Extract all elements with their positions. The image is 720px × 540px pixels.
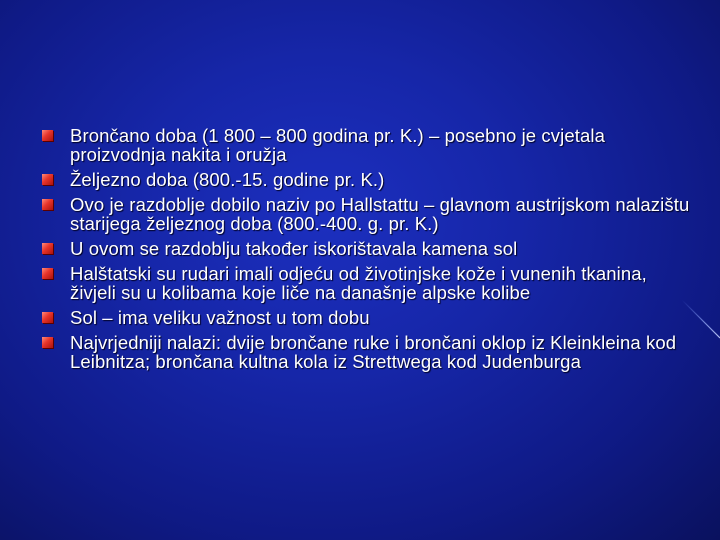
square-bullet-icon [42, 174, 53, 185]
bullet-item [42, 195, 692, 233]
bullet-text: U ovom se razdoblju također iskorištavala kamena sol [70, 238, 518, 259]
bullet-text: Brončano doba (1 800 – 800 godina pr. K.) – posebno je cvjetala proizvodnja nakita i oružja [70, 125, 605, 165]
bullet-list [42, 126, 692, 377]
bullet-item [42, 170, 692, 189]
bullet-item [42, 308, 692, 327]
square-bullet-icon [42, 268, 53, 279]
bullet-item [42, 126, 692, 164]
square-bullet-icon [42, 130, 53, 141]
square-bullet-icon [42, 243, 53, 254]
bullet-text: Ovo je razdoblje dobilo naziv po Hallstattu – glavnom austrijskom nalazištu starijega željeznog doba (800.-400. g. pr. K.) [70, 194, 690, 234]
bullet-text: Sol – ima veliku važnost u tom dobu [70, 307, 370, 328]
square-bullet-icon [42, 312, 53, 323]
bullet-item [42, 264, 692, 302]
square-bullet-icon [42, 337, 53, 348]
bullet-text: Najvrjedniji nalazi: dvije brončane ruke i brončani oklop iz Kleinkleina kod Leibnitza; brončana kultna kola iz Strettwega kod Judenburga [70, 332, 677, 372]
bullet-text: Halštatski su rudari imali odjeću od životinjske kože i vunenih tkanina, živjeli su u kolibama koje liče na današnje alpske kolibe [70, 263, 647, 303]
bullet-item [42, 239, 692, 258]
bullet-text: Željezno doba (800.-15. godine pr. K.) [70, 169, 385, 190]
bullet-item [42, 333, 692, 371]
square-bullet-icon [42, 199, 53, 210]
